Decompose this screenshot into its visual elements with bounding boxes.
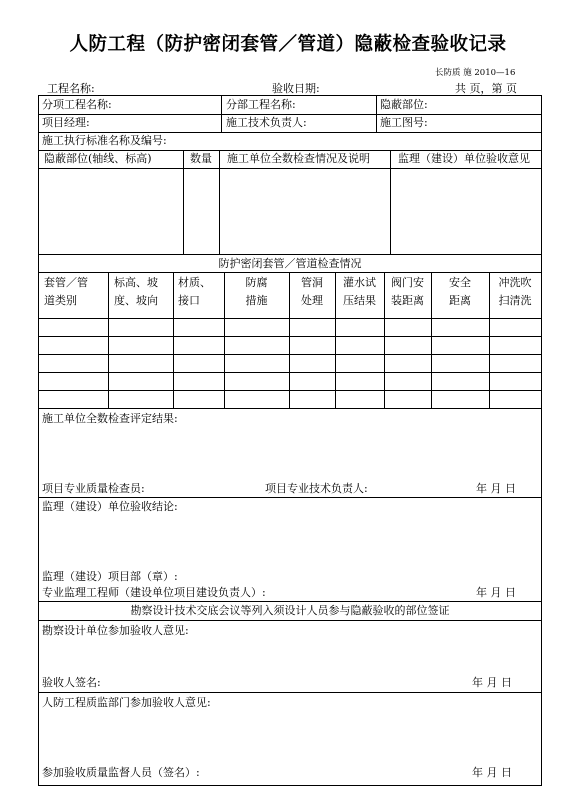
row-divider: [38, 95, 542, 96]
supervision-date: 年 月 日: [476, 586, 516, 599]
pipe-column-header: 安全 距离: [449, 276, 471, 307]
row-divider: [38, 114, 542, 115]
pipe-column-header: 标高、坡 度、坡向: [114, 276, 158, 307]
cell-divider: [108, 272, 109, 408]
civil-defense-date: 年 月 日: [472, 766, 512, 779]
document-number: 长防质 施 2010—16: [435, 68, 516, 78]
pipe-column-header: 防腐 措施: [245, 276, 268, 307]
row-divider: [38, 168, 542, 169]
row-divider: [38, 601, 542, 602]
row-divider: [38, 318, 542, 319]
quality-inspector-label: 项目专业质量检查员:: [42, 482, 145, 495]
drawing-number-label: 施工图号:: [380, 116, 428, 129]
check-column-header: 施工单位全数检查情况及说明: [227, 152, 370, 165]
supervision-dept-label: 监理（建设）项目部（章）:: [42, 570, 178, 583]
row-divider: [38, 336, 542, 337]
row-divider: [38, 390, 542, 391]
project-tech-lead-label: 项目专业技术负责人:: [265, 482, 368, 495]
row-divider: [38, 620, 542, 621]
row-divider: [38, 785, 542, 786]
survey-opinion-label: 勘察设计单位参加验收人意见:: [42, 624, 189, 637]
cell-divider: [219, 150, 220, 254]
pipe-column-header: 阀门安 装距离: [391, 276, 424, 307]
row-divider: [38, 354, 542, 355]
pipe-column-header: 材质、 接口: [178, 276, 211, 307]
project-name-label: 工程名称:: [47, 82, 95, 95]
cell-divider: [390, 150, 391, 254]
cell-divider: [221, 95, 222, 132]
survey-signature-label: 验收人签名:: [42, 676, 101, 689]
row-divider: [38, 372, 542, 373]
supervision-conclusion-label: 监理（建设）单位验收结论:: [42, 500, 178, 513]
table-border-left: [38, 95, 39, 786]
cell-divider: [376, 95, 377, 132]
concealed-part-label: 隐蔽部位:: [380, 98, 428, 111]
row-divider: [38, 254, 542, 255]
survey-date: 年 月 日: [472, 676, 512, 689]
supervision-engineer-label: 专业监理工程师（建设单位项目建设负责人）:: [42, 586, 266, 599]
row-divider: [38, 692, 542, 693]
page-count-label: 共 页，第 页: [455, 82, 517, 95]
project-manager-label: 项目经理:: [42, 116, 90, 129]
civil-defense-signature-label: 参加验收质量监督人员（签名）:: [42, 766, 200, 779]
tech-lead-label: 施工技术负责人:: [226, 116, 307, 129]
civil-defense-opinion-label: 人防工程质监部门参加验收人意见:: [42, 696, 211, 709]
concealed-part-column-header: 隐蔽部位(轴线、标高): [44, 152, 152, 165]
row-divider: [38, 132, 542, 133]
construction-eval-label: 施工单位全数检查评定结果:: [42, 412, 178, 425]
part-project-label: 分部工程名称:: [226, 98, 296, 111]
row-divider: [38, 408, 542, 409]
pipe-column-header: 冲洗吹 扫清洗: [498, 276, 532, 307]
row-divider: [38, 272, 542, 273]
row-divider: [38, 497, 542, 498]
page-title: 人防工程（防护密闭套管／管道）隐蔽检查验收记录: [69, 34, 507, 55]
construction-eval-date: 年 月 日: [476, 482, 516, 495]
quantity-column-header: 数量: [190, 152, 212, 165]
sub-project-label: 分项工程名称:: [42, 98, 112, 111]
standard-label: 施工执行标准名称及编号:: [42, 134, 167, 147]
row-divider: [38, 150, 542, 151]
pipe-section-heading: 防护密闭套管／管道检查情况: [218, 257, 362, 270]
pipe-column-header: 套管／管 道类别: [44, 276, 88, 307]
cell-divider: [173, 272, 174, 408]
table-border-right: [541, 95, 542, 786]
pipe-column-header: 灌水试 压结果: [343, 276, 376, 307]
opinion-column-header: 监理（建设）单位验收意见: [398, 152, 530, 165]
survey-section-heading: 勘察设计技术交底会议等列入须设计人员参与隐蔽验收的部位签证: [130, 604, 450, 617]
acceptance-date-label: 验收日期:: [272, 82, 320, 95]
pipe-column-header: 管洞 处理: [301, 276, 323, 307]
